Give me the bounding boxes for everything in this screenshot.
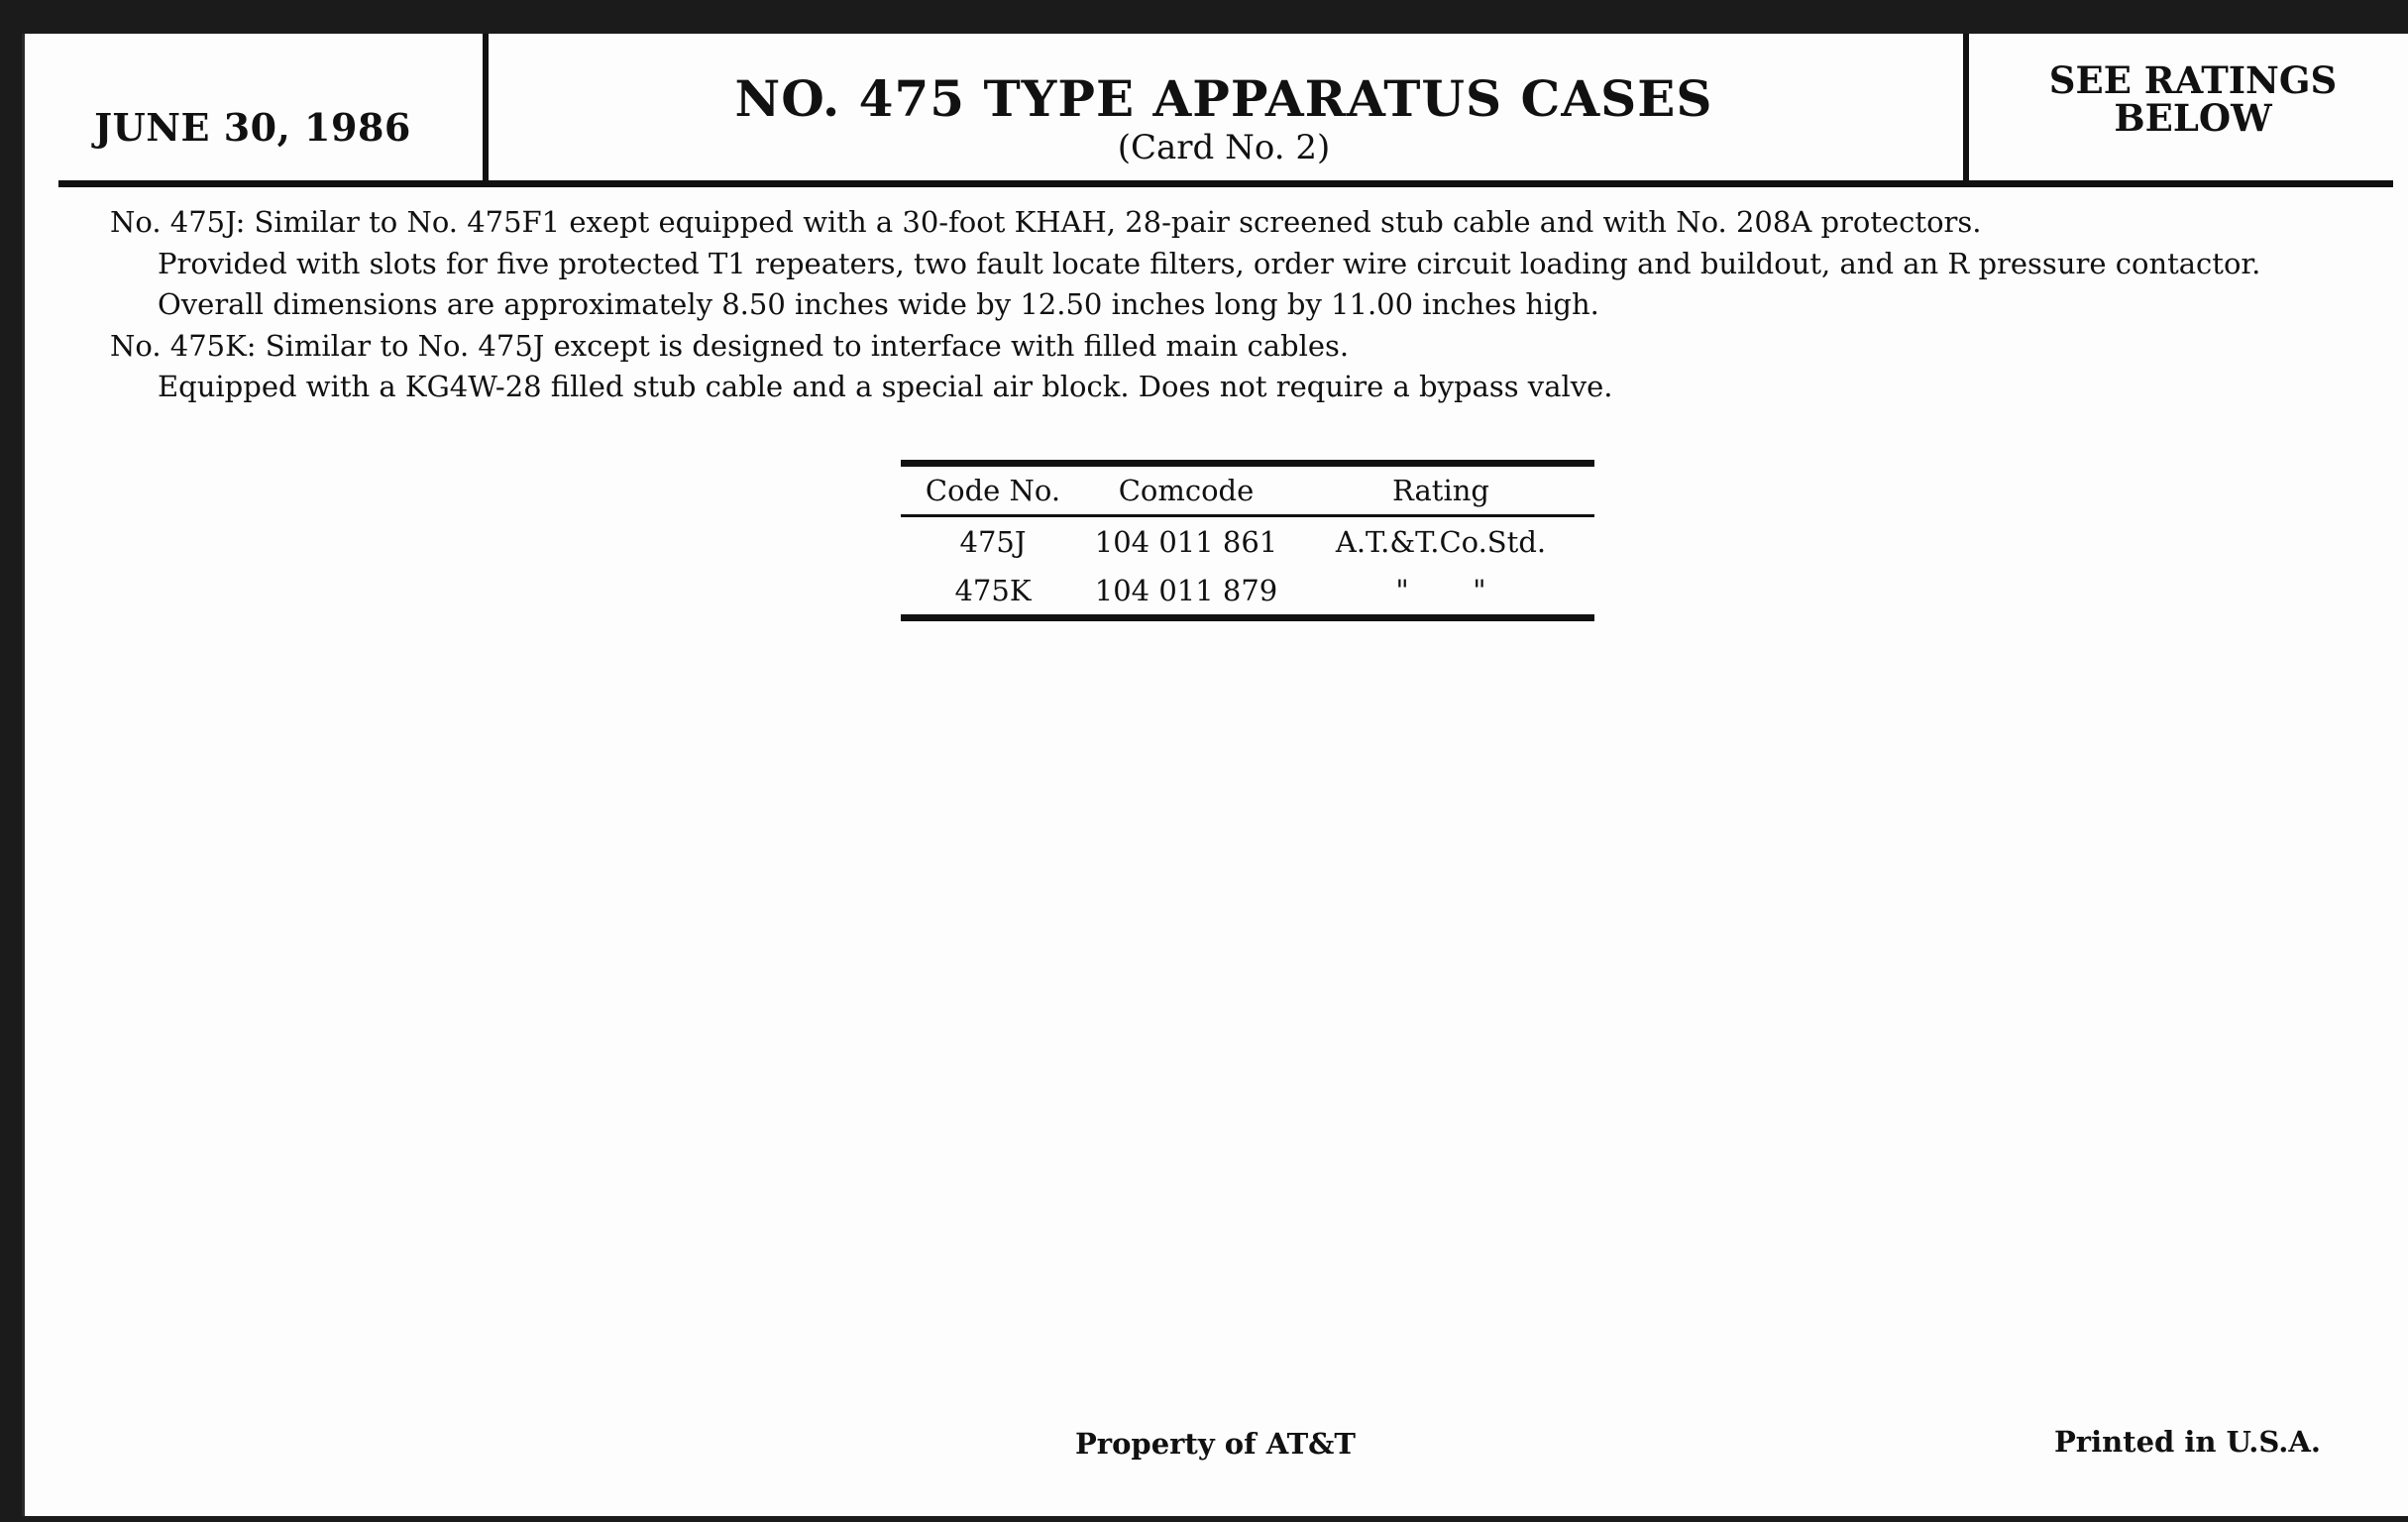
page-title: NO. 475 TYPE APPARATUS CASES <box>734 69 1713 128</box>
header-rule <box>58 180 2393 187</box>
table-cell: 475K <box>954 573 1032 607</box>
description-line: Provided with slots for five protected T1 repeaters, two fault locate filters, order wire circuit loading and buildout, and an R pressure contactor. <box>158 246 2261 280</box>
description-line: Equipped with a KG4W-28 filled stub cable and a special air block. Does not require a bypass valve. <box>158 370 1613 403</box>
description <box>110 202 2389 408</box>
issue-date: JUNE 30, 1986 <box>94 104 411 150</box>
table-top-rule <box>901 460 1594 467</box>
table-cell: 104 011 879 <box>1094 573 1278 607</box>
ownership-note: Property of AT&T <box>1075 1427 1356 1461</box>
document-card <box>22 34 2408 1516</box>
table-row <box>901 566 1594 614</box>
table-cell: 475J <box>959 524 1027 559</box>
column-header: Code No. <box>925 474 1061 507</box>
table-bottom-rule <box>901 614 1594 621</box>
card-number: (Card No. 2) <box>1117 128 1331 167</box>
description-line: No. 475J: Similar to No. 475F1 exept equipped with a 30-foot KHAH, 28-pair screened stub cable and with No. 208A protectors. <box>110 205 1982 239</box>
column-header: Comcode <box>1118 474 1255 507</box>
table-cell: A.T.&T.Co.Std. <box>1335 524 1547 559</box>
table-header-row <box>901 467 1594 514</box>
table-row <box>901 517 1594 566</box>
table-cell: 104 011 861 <box>1094 524 1278 559</box>
description-line: Overall dimensions are approximately 8.50 inches wide by 12.50 inches long by 11.00 inches high. <box>158 287 1599 321</box>
rating-note-line2: BELOW <box>2114 96 2272 140</box>
header-divider-right <box>1963 34 1969 182</box>
column-header: Rating <box>1392 474 1489 507</box>
print-origin-note: Printed in U.S.A. <box>2054 1425 2321 1459</box>
description-line: No. 475K: Similar to No. 475J except is designed to interface with filled main cables. <box>110 328 1350 363</box>
rating-note <box>1975 58 2408 140</box>
rating-note-line1: SEE RATINGS <box>2048 58 2338 102</box>
ratings-table <box>901 460 1594 621</box>
header-title-block <box>487 69 1961 166</box>
table-cell: " " <box>1395 573 1486 607</box>
